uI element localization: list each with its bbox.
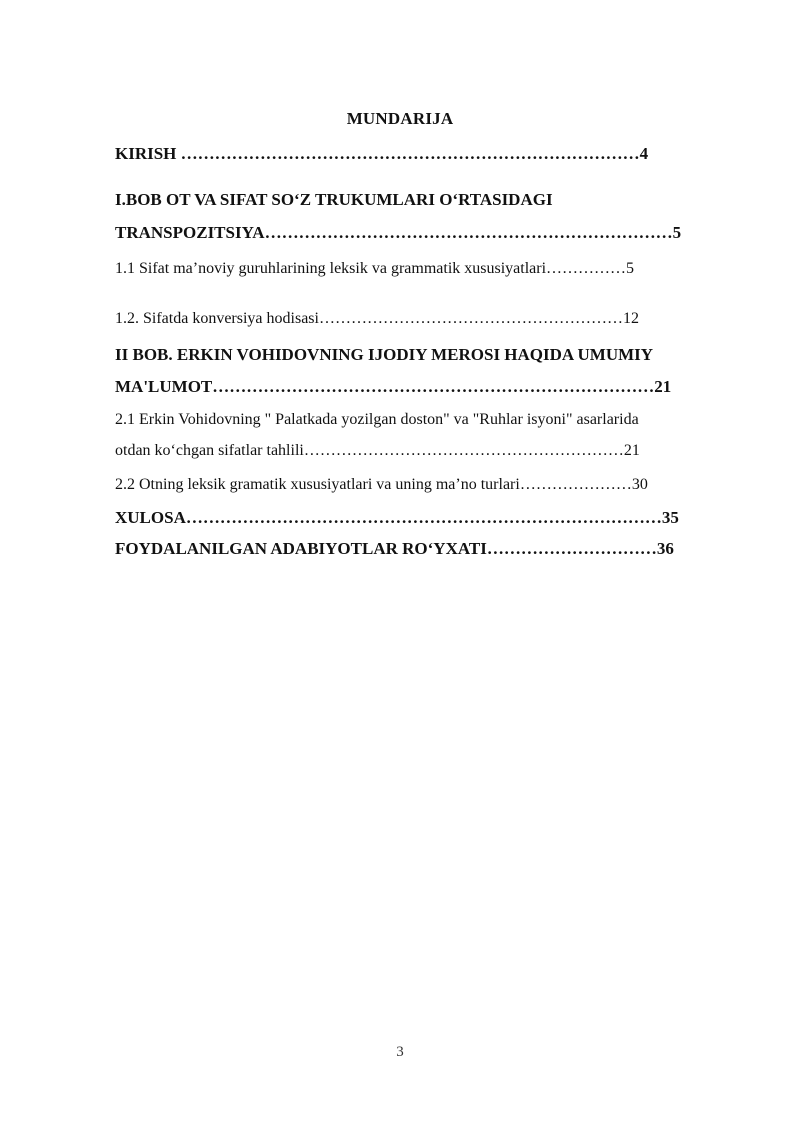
toc-entry-bob1-title: I.BOB OT VA SIFAT SO‘Z TRUKUMLARI O‘RTASIDAGI — [115, 190, 553, 209]
toc-entry-2-1: 2.1 Erkin Vohidovning " Palatkada yozilgan doston" va "Ruhlar isyoni" asarlarida — [115, 411, 639, 428]
toc-entry-bob2-title-cont: MA'LUMOT……………………………………………………………………21 — [115, 377, 672, 396]
toc-entry-2-1-cont: otdan ko‘chgan sifatlar tahlili……………………………………………………21 — [115, 442, 640, 459]
page-number: 3 — [396, 1044, 404, 1060]
page-title: MUNDARIJA — [346, 109, 454, 128]
toc-entry-xulosa: XULOSA…………………………………………………………………………35 — [115, 508, 679, 527]
toc-entry-1-1: 1.1 Sifat ma’noviy guruhlarining leksik va grammatik xususiyatlari……………5 — [115, 260, 635, 277]
toc-entry-adabiyotlar: FOYDALANILGAN ADABIYOTLAR RO‘YXATI…………………………36 — [115, 539, 674, 558]
toc-entry-bob2-title: II BOB. ERKIN VOHIDOVNING IJODIY MEROSI HAQIDA UMUMIY — [115, 345, 654, 364]
toc-entry-kirish: KIRISH ………………………………………………………………………4 — [115, 144, 649, 163]
toc-entry-2-2: 2.2 Otning leksik gramatik xususiyatlari va uning ma’no turlari…………………30 — [115, 476, 648, 493]
toc-entry-bob1-title-cont: TRANSPOZITSIYA………………………………………………………………5 — [115, 223, 682, 242]
toc-entry-1-2: 1.2. Sifatda konversiya hodisasi…………………………………………………12 — [115, 310, 639, 327]
